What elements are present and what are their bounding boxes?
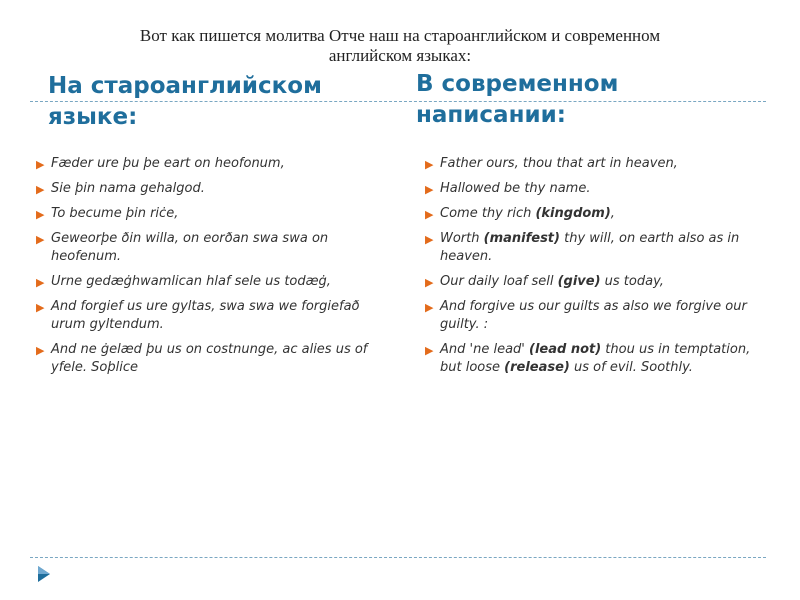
list-item bbox=[425, 341, 765, 377]
list-item bbox=[425, 155, 765, 173]
old-english-heading-line-1: На староанглийском bbox=[48, 73, 322, 99]
gloss-give: (give) bbox=[557, 274, 601, 289]
list-item bbox=[425, 230, 765, 266]
list-item-text: To becume þin riċe, bbox=[51, 206, 179, 221]
bullet-icon: ▶ bbox=[36, 276, 45, 289]
list-item bbox=[425, 205, 765, 223]
list-item bbox=[36, 155, 391, 173]
title-line-2: английском языках: bbox=[328, 46, 472, 65]
list-item-text: Hallowed be thy name. bbox=[440, 181, 591, 196]
bullet-icon: ▶ bbox=[36, 183, 45, 196]
list-item bbox=[425, 273, 765, 291]
old-english-heading-line-2: языке: bbox=[48, 104, 138, 130]
list-item bbox=[36, 230, 391, 266]
list-item bbox=[36, 341, 391, 377]
bullet-icon: ▶ bbox=[425, 276, 434, 289]
bullet-icon: ▶ bbox=[425, 344, 434, 357]
list-item bbox=[36, 180, 391, 198]
list-item bbox=[36, 273, 391, 291]
list-item-text: Urne gedæġhwamlican hlaf sele us todæġ, bbox=[51, 274, 331, 289]
list-item-text: Our daily loaf sell (give) us today, bbox=[440, 274, 664, 289]
bullet-icon: ▶ bbox=[425, 208, 434, 221]
gloss-lead-not: (lead not) bbox=[529, 342, 602, 357]
list-item-text: Come thy rich (kingdom), bbox=[440, 206, 615, 221]
list-item bbox=[36, 205, 391, 223]
modern-heading bbox=[416, 69, 756, 131]
gloss-kingdom: (kingdom) bbox=[535, 206, 611, 221]
bullet-icon: ▶ bbox=[425, 158, 434, 171]
gloss-manifest: (manifest) bbox=[483, 231, 560, 246]
list-item-text: Father ours, thou that art in heaven, bbox=[440, 156, 678, 171]
bullet-icon: ▶ bbox=[36, 233, 45, 246]
next-slide-arrow-icon[interactable] bbox=[37, 565, 51, 583]
list-item-text: Sie þin nama gehalgod. bbox=[51, 181, 205, 196]
bottom-divider bbox=[30, 557, 766, 558]
bullet-icon: ▶ bbox=[425, 233, 434, 246]
old-english-heading bbox=[48, 71, 388, 133]
title-line-1: Вот как пишется молитва Отче наш на староанглийском и современном bbox=[139, 26, 661, 45]
list-item-text: And forgief us ure gyltas, swa swa we forgiefað urum gyltendum. bbox=[51, 299, 360, 332]
bullet-icon: ▶ bbox=[36, 158, 45, 171]
top-divider bbox=[30, 101, 766, 102]
slide-title bbox=[40, 26, 760, 66]
list-item-text: Fæder ure þu þe eart on heofonum, bbox=[51, 156, 285, 171]
list-item bbox=[36, 298, 391, 334]
list-item-text: And forgive us our guilts as also we forgive our guilty. : bbox=[440, 299, 747, 332]
bullet-icon: ▶ bbox=[425, 301, 434, 314]
list-item bbox=[425, 298, 765, 334]
modern-heading-line-1: В современном bbox=[416, 71, 619, 97]
list-item bbox=[425, 180, 765, 198]
list-item-text: Geweorþe ðin willa, on eorðan swa swa on heofenum. bbox=[51, 231, 329, 264]
gloss-release: (release) bbox=[504, 360, 570, 375]
modern-heading-line-2: написании: bbox=[416, 102, 566, 128]
list-item-text: Worth (manifest) thy will, on earth also as in heaven. bbox=[440, 231, 740, 264]
bullet-icon: ▶ bbox=[36, 301, 45, 314]
modern-list bbox=[425, 155, 765, 384]
bullet-icon: ▶ bbox=[425, 183, 434, 196]
bullet-icon: ▶ bbox=[36, 344, 45, 357]
list-item-text: And 'ne lead' (lead not) thou us in temptation, but loose (release) us of evil. Soothly. bbox=[440, 342, 751, 375]
bullet-icon: ▶ bbox=[36, 208, 45, 221]
old-english-list bbox=[36, 155, 391, 384]
list-item-text: And ne ġelæd þu us on costnunge, ac alies us of yfele. Soþlice bbox=[51, 342, 368, 375]
